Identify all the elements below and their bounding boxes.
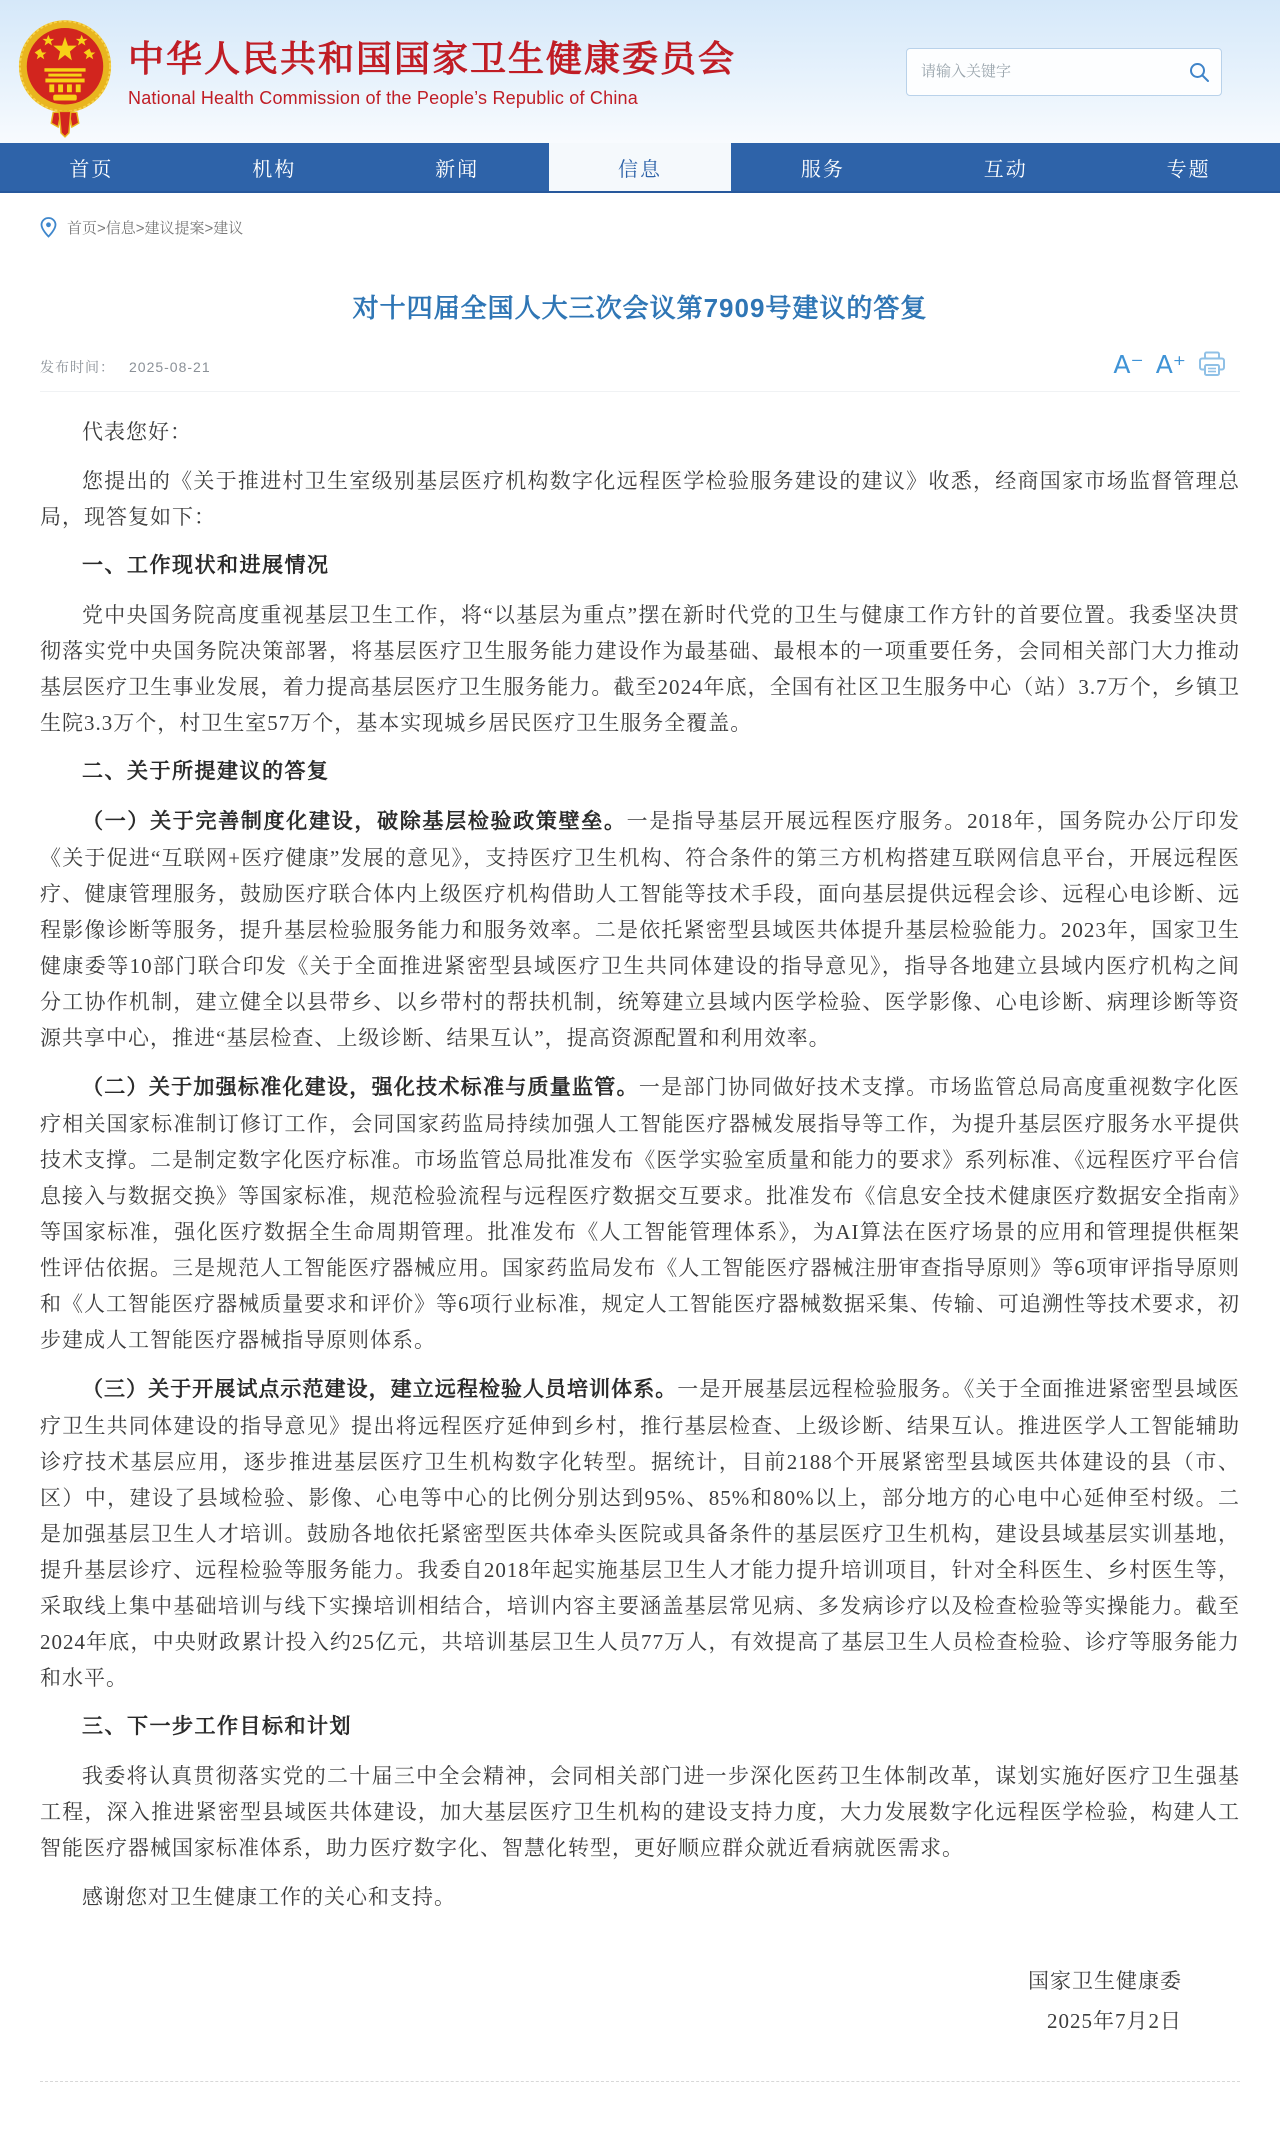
content-end-divider: [40, 2081, 1240, 2082]
section-heading: 一、工作现状和进展情况: [82, 554, 330, 577]
site-title-cn: 中华人民共和国国家卫生健康委员会: [128, 37, 737, 79]
paragraph: （三）关于开展试点示范建设，建立远程检验人员培训体系。一是开展基层远程检验服务。《关于全面推进紧密型县域医疗卫生共同体建设的指导意见》提出将远程医疗延伸到乡村，推行基层检查、上级诊断、结果互认。推进医学人工智能辅助诊疗技术基层应用，逐步推进基层医疗卫生机构数字化转型。据统计，目前2188个开展紧密型县域医共体建设的县（市、区）中，建设了县域检验、影像、心电等中心的比例分别达到95%、85%和80%以上，部分地方的心电中心延伸至村级。二是加强基层卫生人才培训。鼓励各地依托紧密型医共体牵头医院或具备条件的基层医疗卫生机构，建设县域基层实训基地，提升基层诊疗、远程检验等服务能力。我委自2018年起实施基层卫生人才能力提升培训项目，针对全科医生、乡村医生等，采取线上集中基础培训与线下实操培训相结合，培训内容主要涵盖基层常见病、多发病诊疗以及检查检验等实操能力。截至2024年底，中央财政累计投入约25亿元，共培训基层卫生人员77万人，有效提高了基层卫生人员检查检验、诊疗等服务能力和水平。: [40, 1377, 1240, 1690]
publish-date-label: 发布时间：: [40, 359, 115, 375]
article-title: 对十四届全国人大三次会议第7909号建议的答复: [352, 293, 928, 323]
main-nav: [0, 143, 1280, 193]
site-title-block: [128, 38, 736, 109]
location-pin-icon: [40, 217, 57, 238]
font-decrease-button[interactable]: A⁻: [1113, 349, 1144, 379]
signature-block: [40, 1961, 1240, 2041]
signature-org: 国家卫生健康委: [1028, 1969, 1182, 1993]
search-input[interactable]: [921, 63, 1187, 80]
site-header: [0, 0, 1280, 143]
paragraph: 感谢您对卫生健康工作的关心和支持。: [82, 1885, 456, 1909]
breadcrumb-text[interactable]: 首页>信息>建议提案>建议: [67, 220, 244, 237]
section-heading: 三、下一步工作目标和计划: [82, 1715, 352, 1738]
paragraph: （二）关于加强标准化建设，强化技术标准与质量监管。一是部门协同做好技术支撑。市场监管总局高度重视数字化医疗相关国家标准制订修订工作，会同国家药监局持续加强人工智能医疗器械发展指导等工作，为提升基层医疗服务水平提供技术支撑。二是制定数字化医疗标准。市场监管总局批准发布《医学实验室质量和能力的要求》系列标准、《远程医疗平台信息接入与数据交换》等国家标准，规范检验流程与远程医疗数据交互要求。批准发布《信息安全技术健康医疗数据安全指南》等国家标准，强化医疗数据全生命周期管理。批准发布《人工智能管理体系》，为AI算法在医疗场景的应用和管理提供框架性评估依据。三是规范人工智能医疗器械应用。国家药监局发布《人工智能医疗器械注册审查指导原则》等6项审评指导原则和《人工智能医疗器械质量要求和评价》等6项行业标准，规定人工智能医疗器械数据采集、传输、可追溯性等技术要求，初步建成人工智能医疗器械指导原则体系。: [40, 1075, 1241, 1352]
article-meta-row: [40, 351, 1240, 392]
nav-item-home[interactable]: 首页: [69, 158, 114, 181]
article-tools: [1113, 351, 1240, 377]
nav-item-orgs[interactable]: 机构: [252, 158, 297, 181]
publish-date-value: 2025-08-21: [129, 359, 211, 375]
search-icon[interactable]: [1187, 60, 1211, 84]
paragraph: （一）关于完善制度化建设，破除基层检验政策壁垒。一是指导基层开展远程医疗服务。2018年，国务院办公厅印发《关于促进“互联网+医疗健康”发展的意见》，支持医疗卫生机构、符合条件的第三方机构搭建互联网信息平台，开展远程医疗、健康管理服务，鼓励医疗联合体内上级医疗机构借助人工智能等技术手段，面向基层提供远程会诊、远程心电诊断、远程影像诊断等服务，提升基层检验服务能力和服务效率。二是依托紧密型县域医共体提升基层检验能力。2023年，国家卫生健康委等10部门联合印发《关于全面推进紧密型县域医疗卫生共同体建设的指导意见》，指导各地建立县域内医疗机构之间分工协作机制，建立健全以县带乡、以乡带村的帮扶机制，统筹建立县域内医学检验、医学影像、心电诊断、病理诊断等资源共享中心，推进“基层检查、上级诊断、结果互认”，提高资源配置和利用效率。: [40, 809, 1241, 1050]
font-increase-button[interactable]: A⁺: [1155, 349, 1186, 379]
paragraph: 您提出的《关于推进村卫生室级别基层医疗机构数字化远程医学检验服务建设的建议》收悉，经商国家市场监督管理总局，现答复如下：: [40, 469, 1240, 529]
signature-date: 2025年7月2日: [1047, 2009, 1182, 2033]
article-page: [0, 288, 1280, 2082]
nav-item-services[interactable]: 服务: [800, 158, 845, 181]
national-emblem-logo: [16, 19, 114, 139]
publish-date: [40, 357, 211, 377]
article-body: [40, 414, 1240, 1915]
print-icon[interactable]: [1198, 351, 1226, 377]
nav-item-info[interactable]: 信息: [549, 143, 732, 191]
nav-item-topics[interactable]: 专题: [1166, 158, 1211, 181]
nav-item-news[interactable]: 新闻: [435, 158, 480, 181]
nav-item-interact[interactable]: 互动: [983, 158, 1028, 181]
search-box: [906, 48, 1222, 96]
paragraph: 党中央国务院高度重视基层卫生工作，将“以基层为重点”摆在新时代党的卫生与健康工作方针的首要位置。我委坚决贯彻落实党中央国务院决策部署，将基层医疗卫生服务能力建设作为最基础、最根本的一项重要任务，会同相关部门大力推动基层医疗卫生事业发展，着力提高基层医疗卫生服务能力。截至2024年底，全国有社区卫生服务中心（站）3.7万个，乡镇卫生院3.3万个，村卫生室57万个，基本实现城乡居民医疗卫生服务全覆盖。: [40, 603, 1240, 735]
breadcrumb: [0, 193, 1280, 238]
paragraph: 我委将认真贯彻落实党的二十届三中全会精神，会同相关部门进一步深化医药卫生体制改革，谋划实施好医疗卫生强基工程，深入推进紧密型县域医共体建设，加大基层医疗卫生机构的建设支持力度，大力发展数字化远程医学检验，构建人工智能医疗器械国家标准体系，助力医疗数字化、智慧化转型，更好顺应群众就近看病就医需求。: [40, 1764, 1240, 1860]
paragraph: 代表您好：: [82, 420, 192, 444]
section-heading: 二、关于所提建议的答复: [82, 760, 330, 783]
site-title-en: National Health Commission of the People’s Republic of China: [128, 88, 638, 109]
